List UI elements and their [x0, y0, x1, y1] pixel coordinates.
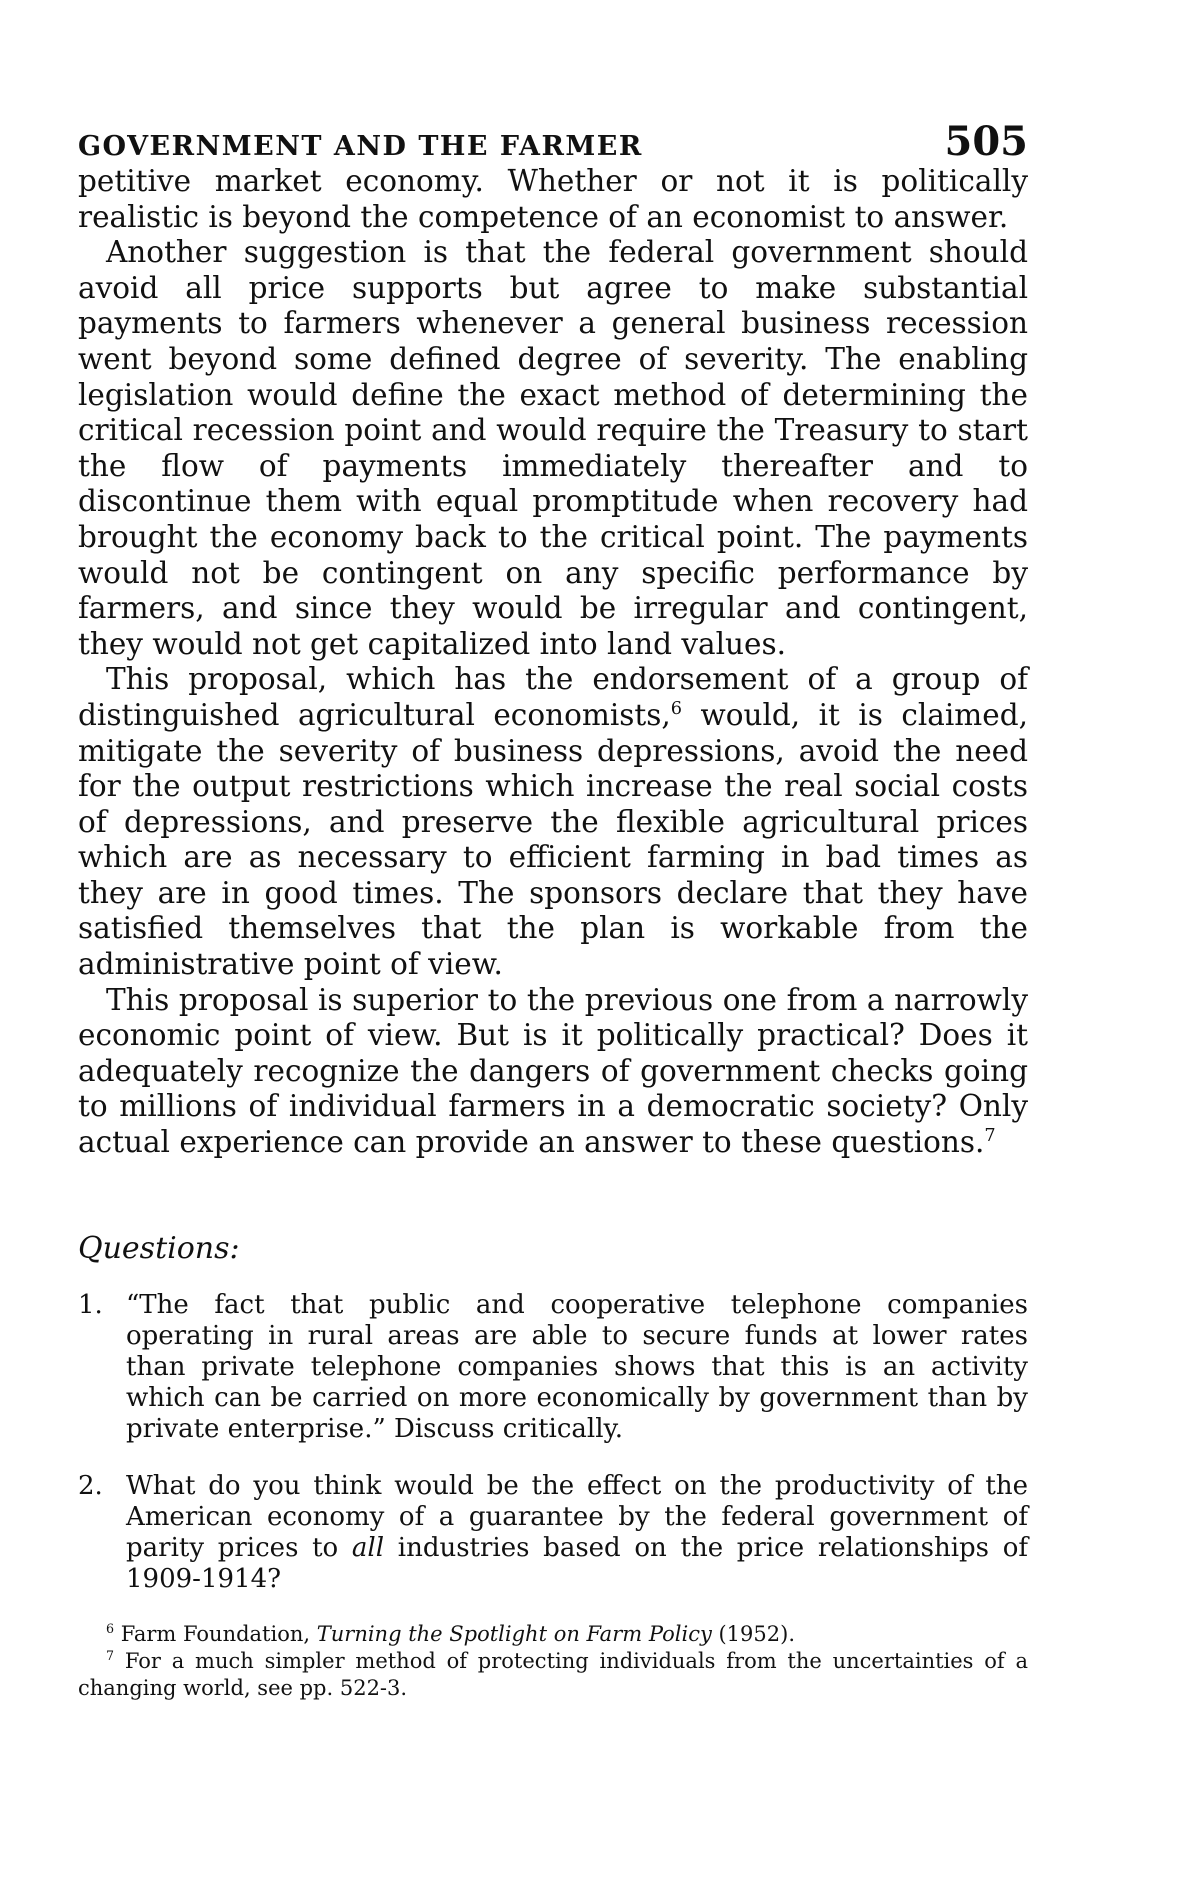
footnote-mark: 6 — [106, 1620, 115, 1636]
question-text — [126, 1471, 1028, 1595]
page-number: 505 — [944, 118, 1028, 165]
footnote — [78, 1621, 1028, 1648]
emphasis: all — [351, 1532, 385, 1563]
body-text — [78, 164, 1028, 1161]
footnote-ref: 7 — [984, 1126, 996, 1147]
footnote-text: (1952). — [711, 1621, 795, 1646]
question-item — [78, 1471, 1028, 1595]
footnote-text: Farm Foundation, — [114, 1621, 317, 1646]
footnotes — [78, 1621, 1028, 1702]
question-number: 2. — [78, 1470, 103, 1501]
question-number: 1. — [78, 1289, 103, 1320]
paragraph-text: would, it is claimed, mitigate the severity of business depressions, avoid the need for the output restrictions which increase the real social costs of depressions, and preserve the flexible agricultural prices which are as necessary to efficient farming in bad times as they are in good times. The sponsors declare that they have satisfied themselves that the plan is workable from the administrative point of view. — [78, 697, 1028, 982]
questions-heading: Questions: — [78, 1230, 240, 1266]
footnote-text: For a much simpler method of protecting individuals from the uncertainties of a changing world, see pp. 522-3. — [78, 1648, 1028, 1700]
questions-list — [78, 1290, 1028, 1595]
paragraph-text: This proposal is superior to the previous one from a narrowly economic point of view. But is it politically practical? Does it adequately recognize the dangers of government checks going to millions of individual farmers in a democratic society? Only actual experience can provide an answer to these questions. — [78, 982, 1028, 1160]
footnote-mark: 7 — [106, 1647, 115, 1663]
book-page — [78, 118, 1028, 1702]
question-text: “The fact that public and cooperative telephone companies operating in rural areas are able to secure funds at lower rates than private telephone companies shows that this is an activity which can be carried on more economically by government than by private enterprise.” Discuss critically. — [126, 1289, 1028, 1444]
paragraph-text: This proposal, which has the endorsement of a group of distinguished agricultural economists, — [78, 662, 1028, 732]
question-text-part: What do you think would be the effect on the productivity of the American economy of a guarantee by the federal government of parity prices to — [126, 1470, 1028, 1563]
paragraph: Another suggestion is that the federal government should avoid all price supports but agree to make substantial payments to farmers whenever a general business recession went beyond some defined degree of severity. The enabling legislation would define the exact method of determining the critical recession point and would require the Treasury to start the flow of payments immediately thereafter and to discontinue them with equal promptitude when recovery had brought the economy back to the critical point. The payments would not be contingent on any specific performance by farmers, and since they would be irregular and contingent, they would not get capitalized into land values. — [78, 235, 1028, 661]
paragraph — [78, 983, 1028, 1161]
question-item — [78, 1290, 1028, 1445]
footnote-ref: 6 — [670, 699, 683, 720]
paragraph — [78, 662, 1028, 982]
question-text-part: industries based on the price relationships of 1909-1914? — [126, 1532, 1028, 1594]
paragraph-continued: petitive market economy. Whether or not it is politically realistic is beyond the competence of an economist to answer. — [78, 164, 1028, 234]
cited-title: Turning the Spotlight on Farm Policy — [316, 1621, 712, 1646]
footnote — [78, 1648, 1028, 1702]
chapter-title: GOVERNMENT AND THE FARMER — [78, 131, 643, 162]
running-head — [78, 118, 1028, 164]
